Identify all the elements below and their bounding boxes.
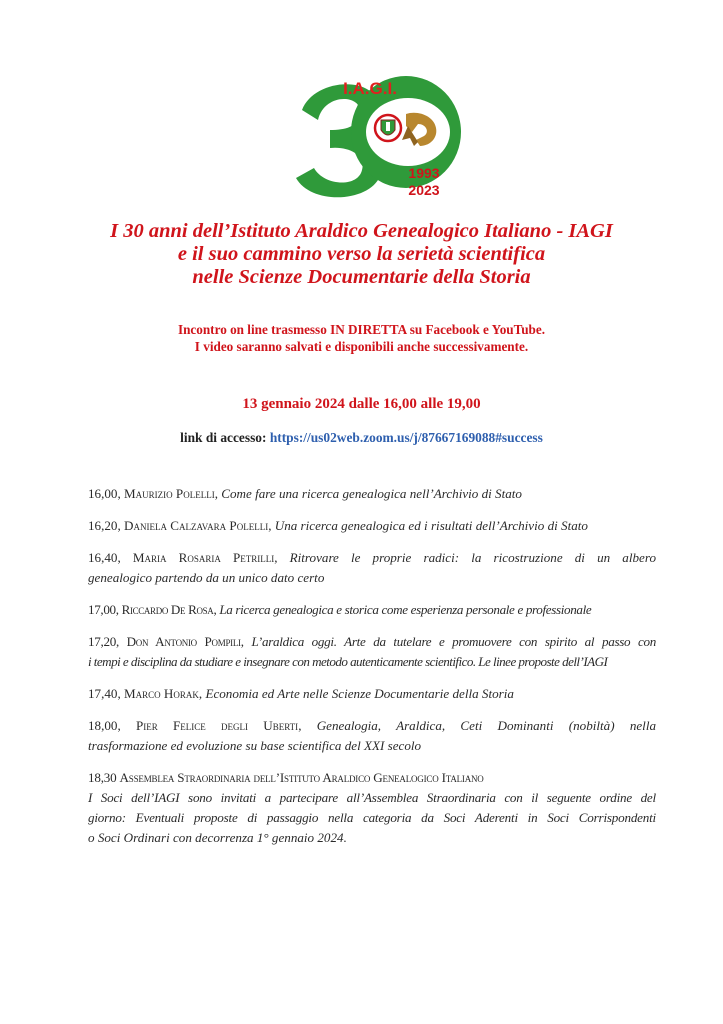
program-item-assembly: [88, 768, 656, 848]
document-title: [40, 220, 683, 289]
item-talk: L’araldica oggi. Arte da tutelare e promuovere con spirito al passo con: [251, 634, 656, 649]
logo-year-start: 1993: [408, 165, 440, 181]
item-speaker: Daniela Calzavara Polelli: [124, 518, 269, 533]
item-talk-cont: i tempi e disciplina da studiare e insegnare con metodo autenticamente scientifico. Le linee proposte dell’IAGI: [88, 654, 608, 669]
item-speaker: Maria Rosaria Petrilli: [132, 550, 275, 565]
program-item: 16,20, Daniela Calzavara Polelli, Una ricerca genealogica ed i risultati dell’Archivio di Stato: [88, 518, 588, 533]
logo-acronym: I.A.G.I.: [343, 79, 397, 98]
item-speaker: Pier Felice degli Uberti: [135, 718, 299, 733]
access-label: link di accesso:: [180, 430, 270, 445]
program-list: [88, 484, 656, 860]
program-item: 16,00, Maurizio Polelli, Come fare una ricerca genealogica nell’Archivio di Stato: [88, 486, 522, 501]
assembly-heading: Assemblea Straordinaria dell’Istituto Araldico Genealogico Italiano: [119, 770, 484, 785]
iagi-logo-graphic: [284, 70, 464, 206]
program-item: 17,00, Riccardo De Rosa, La ricerca genealogica e storica come esperienza personale e professionale: [88, 602, 592, 617]
title-line-1: I 30 anni dell’Istituto Araldico Genealogico Italiano - IAGI: [110, 220, 613, 242]
item-time: 18,30: [88, 770, 120, 785]
item-speaker: Don Antonio Pompili: [126, 634, 241, 649]
item-time: 17,00,: [88, 602, 122, 617]
broadcast-notice: [40, 322, 683, 355]
access-line: [40, 430, 683, 446]
assembly-body-line-3: o Soci Ordinari con decorrenza 1° gennaio 2024.: [88, 830, 347, 845]
item-time: 17,40,: [88, 686, 125, 701]
item-time: 16,20,: [88, 518, 125, 533]
assembly-body-line-2: giorno: Eventuali proposte di passaggio nella categoria da Soci Aderenti in Soci Corrispondenti: [88, 810, 656, 825]
notice-line-1: Incontro on line trasmesso IN DIRETTA su Facebook e YouTube.: [177, 322, 546, 337]
title-line-3: nelle Scienze Documentarie della Storia: [192, 266, 531, 288]
item-time: 17,20,: [88, 634, 127, 649]
logo-year-end: 2023: [408, 182, 440, 198]
item-talk: Come fare una ricerca genealogica nell’Archivio di Stato: [221, 486, 522, 501]
item-speaker: Marco Horak: [124, 686, 199, 701]
program-item: 17,40, Marco Horak, Economia ed Arte nelle Scienze Documentarie della Storia: [88, 686, 514, 701]
program-item: 16,40, Maria Rosaria Petrilli, Ritrovare le proprie radici: la ricostruzione di un albero genealogico partendo da un unico dato certo: [88, 550, 656, 585]
item-speaker: Riccardo De Rosa: [121, 602, 214, 617]
item-talk: Ritrovare le proprie radici: la ricostruzione di un albero: [289, 550, 656, 565]
program-item: 18,00, Pier Felice degli Uberti, Genealogia, Araldica, Ceti Dominanti (nobiltà) nella trasformazione ed evoluzione su base scientifica del XXI secolo: [88, 718, 657, 753]
item-talk-cont: trasformazione ed evoluzione su base scientifica del XXI secolo: [88, 738, 422, 753]
item-time: 18,00,: [88, 718, 136, 733]
program-item: 17,20, Don Antonio Pompili, L’araldica oggi. Arte da tutelare e promuovere con spirito al passo con i tempi e disciplina da studiare e insegnare con metodo autenticamente scientifico. Le linee proposte dell’IAGI: [88, 634, 656, 669]
event-date: 13 gennaio 2024 dalle 16,00 alle 19,00: [242, 396, 481, 412]
item-talk: Una ricerca genealogica ed i risultati dell’Archivio di Stato: [274, 518, 588, 533]
notice-line-2: I video saranno salvati e disponibili anche successivamente.: [194, 338, 529, 354]
item-talk: Genealogia, Araldica, Ceti Dominanti (nobiltà) nella: [316, 718, 657, 733]
item-time: 16,40,: [88, 550, 133, 565]
item-time: 16,00,: [88, 486, 125, 501]
item-talk: Economia ed Arte nelle Scienze Documentarie della Storia: [205, 686, 514, 701]
iagi-30-logo: [284, 70, 464, 206]
zoom-link[interactable]: https://us02web.zoom.us/j/87667169088#success: [269, 430, 543, 445]
title-line-2: e il suo cammino verso la serietà scientifica: [177, 243, 546, 265]
item-talk-cont: genealogico partendo da un unico dato certo: [88, 570, 325, 585]
item-talk: La ricerca genealogica e storica come esperienza personale e professionale: [219, 602, 592, 617]
item-speaker: Maurizio Polelli: [124, 486, 215, 501]
assembly-body-line-1: I Soci dell’IAGI sono invitati a partecipare all’Assemblea Straordinaria con il seguente ordine del: [88, 790, 656, 805]
